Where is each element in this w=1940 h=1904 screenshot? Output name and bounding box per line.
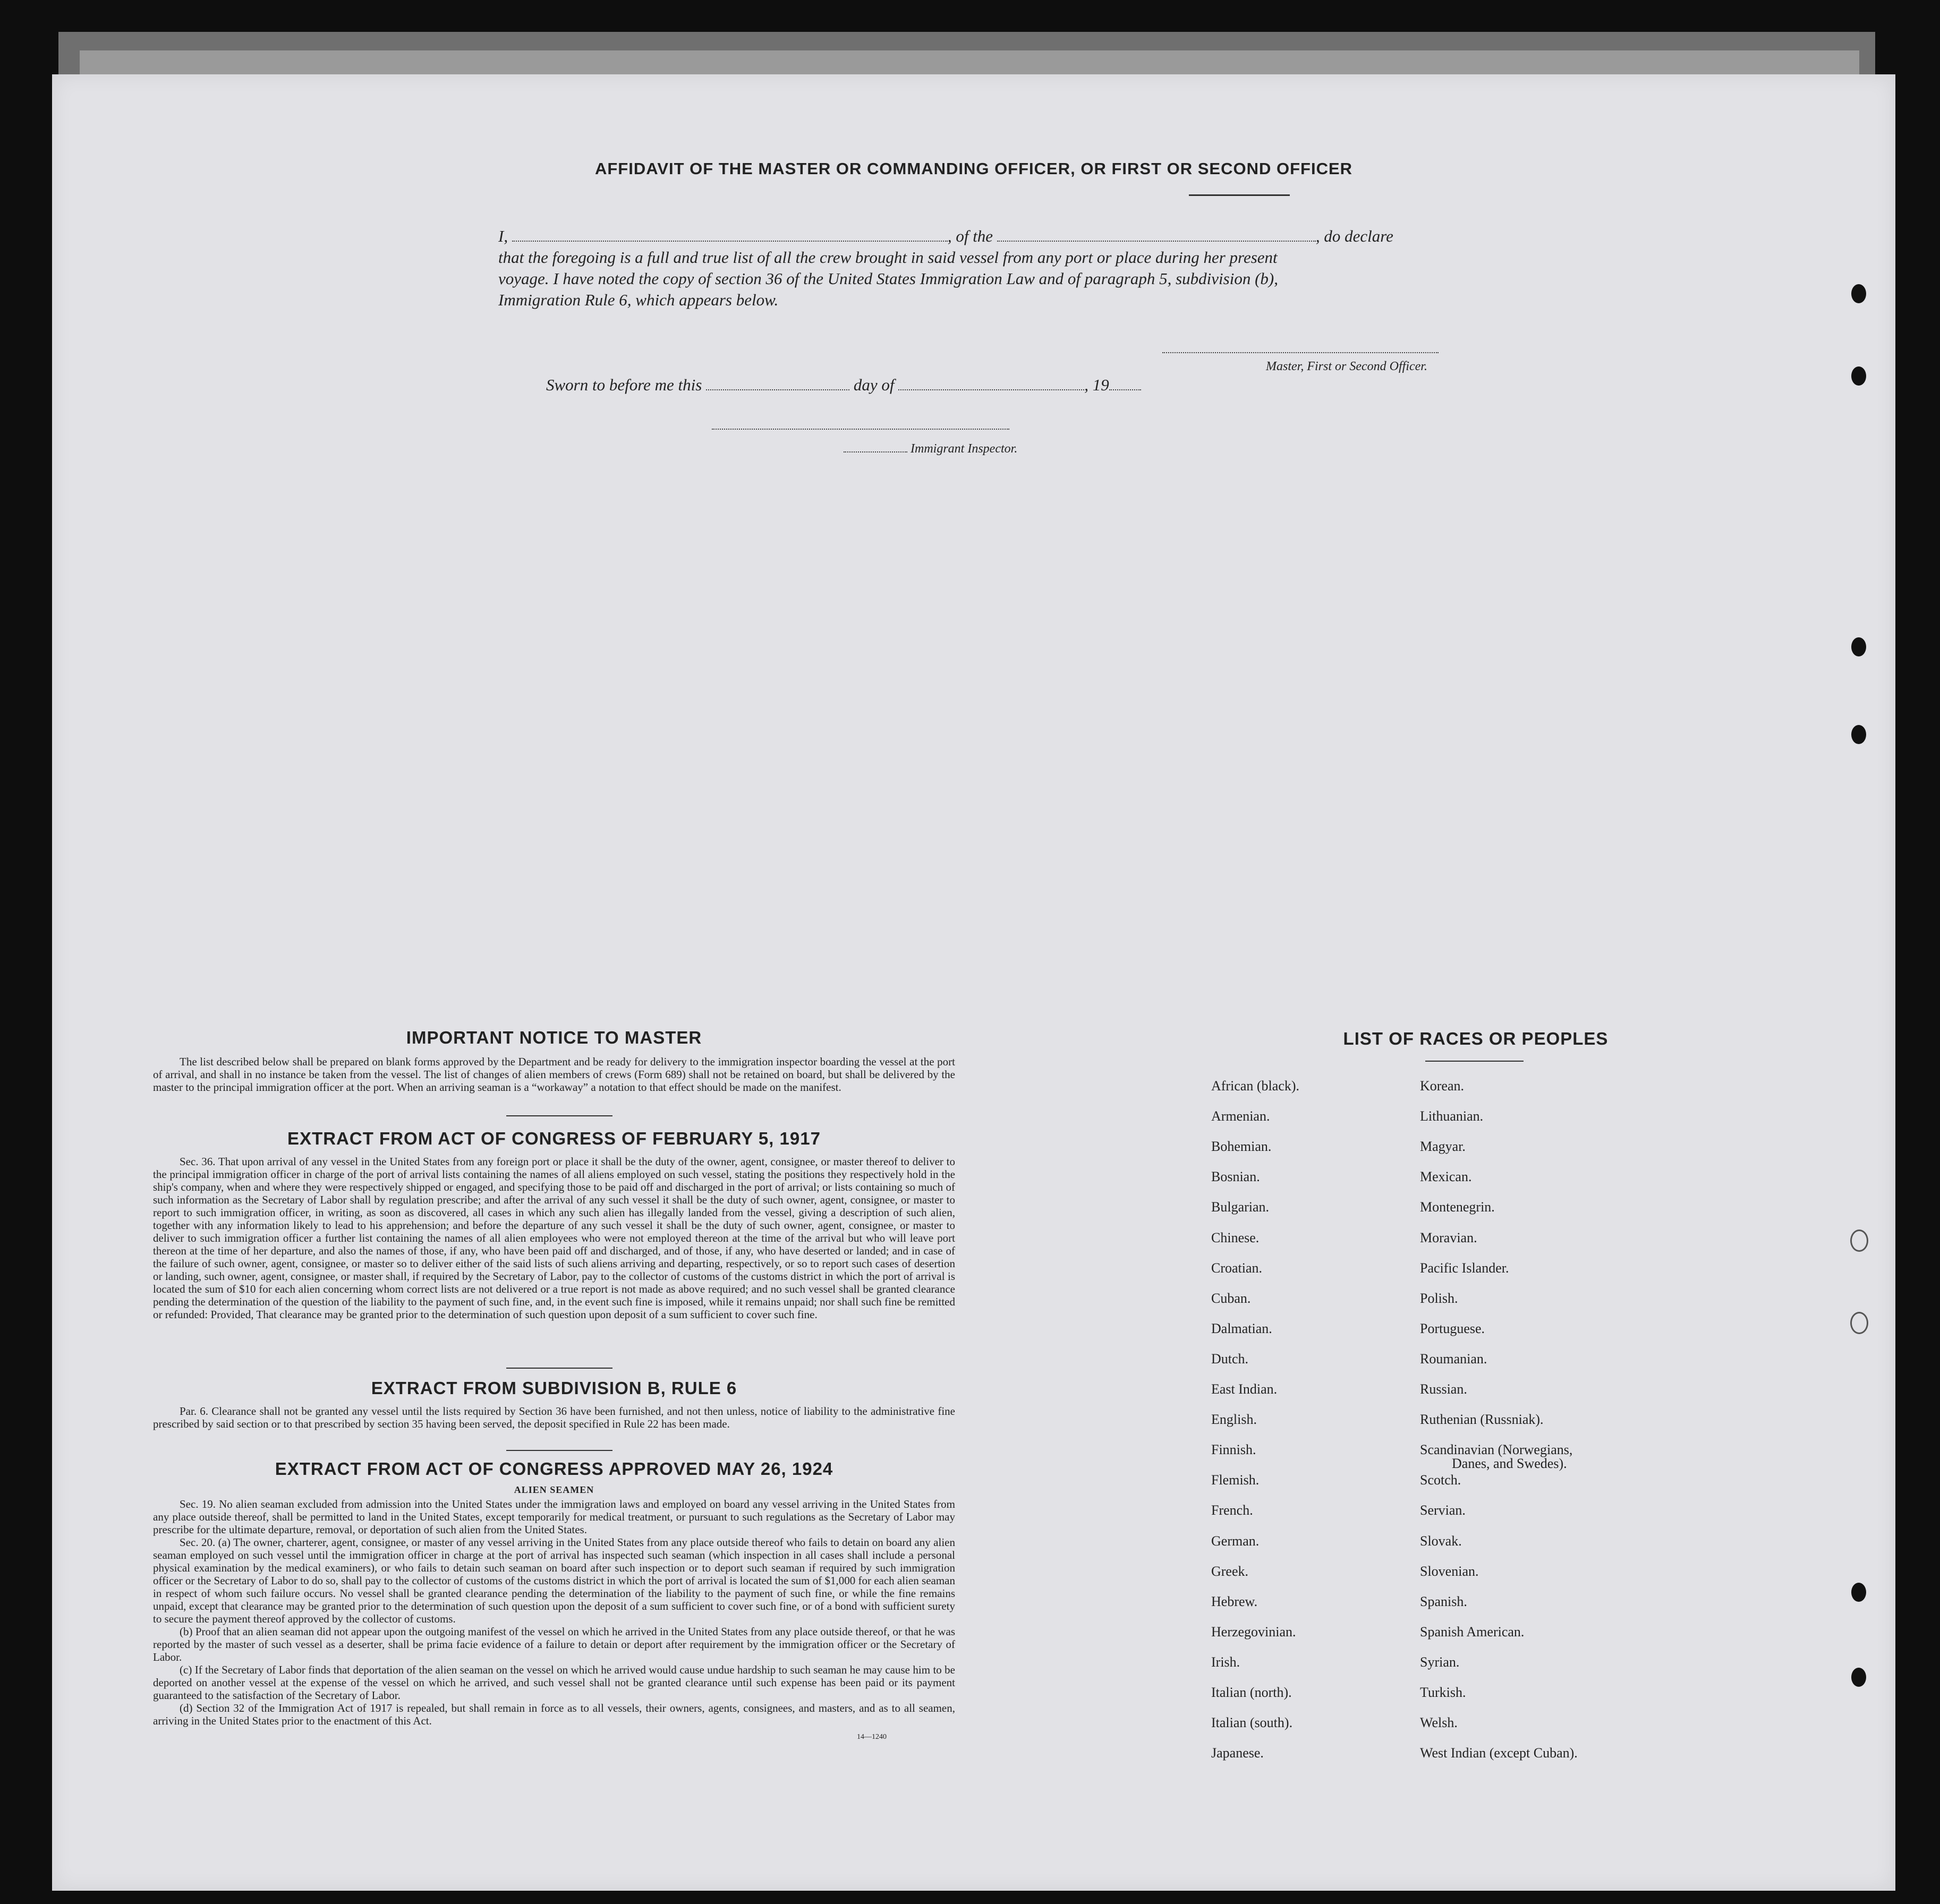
race-item: Slovak. <box>1420 1533 1462 1549</box>
manifest-page <box>52 74 1895 1891</box>
inspector-label <box>844 438 1017 459</box>
race-item: Greek. <box>1211 1563 1249 1579</box>
race-item: Bosnian. <box>1211 1169 1260 1185</box>
notice-paragraph: The list described below shall be prepared on blank forms approved by the Department and be ready for delivery to the immigration inspector boarding the vessel at the port of arrival, and shall in no instance be taken from the vessel. The list of changes of alien members of crews (Form 689) shall not be retained on board, but shall be delivered by the master to the principal immigration officer at the port. When an arriving seaman is a “workaway” a notation to that effect should be made on the manifest. <box>153 1055 955 1094</box>
affidavit-line-4: Immigration Rule 6, which appears below. <box>498 291 779 309</box>
affidavit-declare: , do declare <box>1315 227 1393 245</box>
master-signature-blank[interactable] <box>1162 352 1439 353</box>
race-item: Welsh. <box>1420 1715 1458 1731</box>
race-item: Korean. <box>1420 1078 1465 1094</box>
affidavit-line-3: voyage. I have noted the copy of section 36 of the United States Immigration Law and of paragraph 5, subdivision (b), <box>498 269 1278 288</box>
sec-19-paragraph: Sec. 19. No alien seaman excluded from admission into the United States under the immigration laws and employed on board any vessel arriving in the United States from any place outside thereof, shall be permitted to land in the United States, except temporarily for medical treatment, or pursuant to such regulations as the Secretary of Labor may prescribe for the ultimate departure, removal, or deportation of such alien from the United States. <box>153 1498 955 1536</box>
affidavit-title: AFFIDAVIT OF THE MASTER OR COMMANDING OFFICER, OR FIRST OR SECOND OFFICER <box>594 159 1353 178</box>
binder-hole <box>1850 1312 1868 1334</box>
binder-hole <box>1851 725 1866 744</box>
race-item: Polish. <box>1420 1290 1458 1306</box>
race-item: French. <box>1211 1502 1253 1518</box>
race-item-continuation: Danes, and Swedes). <box>1452 1456 1567 1472</box>
binder-hole <box>1851 366 1866 386</box>
race-item: Herzegovinian. <box>1211 1624 1296 1640</box>
sec-20a-paragraph: Sec. 20. (a) The owner, charterer, agent, consignee, or master of any vessel arriving in the United States from any place outside thereof who fails to detain on board any alien seaman employed on such vessel until the immigration officer in charge at the port of arrival has inspected such seaman (which inspection in all cases shall include a personal physical examination by the medical examiners), or who fails to detain such seaman on board after such inspection or to deport such seaman if required by such immigration officer or the Secretary of Labor to do so, shall pay to the collector of customs of the customs district in which the port of arrival is located the sum of $1,000 for each alien seaman in respect of whom such failure occurs. No vessel shall be granted clearance pending the determination of the liability to the payment of such fine, or while the fine remains unpaid, except that clearance may be granted prior to the determination of such question upon the deposit of a sum sufficient to cover such fine, or of a bond with sufficient surety to secure the payment thereof approved by the collector of customs. <box>153 1536 955 1625</box>
race-item: Scotch. <box>1420 1472 1461 1488</box>
affidavit-i: I, <box>498 227 508 245</box>
rule-6-text <box>153 1405 955 1430</box>
sec-20b-paragraph: (b) Proof that an alien seaman did not appear upon the outgoing manifest of the vessel on which he arrived in the United States from any place outside thereof, or that he was reported by the master of such vessel as a deserter, shall be prima facie evidence of a failure to detain or deport after requirement by the immigration officer or the Secretary of Labor. <box>153 1625 955 1663</box>
race-item: Mexican. <box>1420 1169 1472 1185</box>
notice-title: IMPORTANT NOTICE TO MASTER <box>406 1028 702 1047</box>
race-item: Dalmatian. <box>1211 1320 1272 1336</box>
divider <box>506 1115 612 1116</box>
race-item: Bohemian. <box>1211 1139 1272 1155</box>
race-item: Magyar. <box>1420 1139 1466 1155</box>
race-item: Hebrew. <box>1211 1593 1258 1609</box>
race-item: English. <box>1211 1412 1257 1428</box>
divider <box>506 1450 612 1451</box>
month-blank[interactable] <box>898 374 1084 390</box>
race-item: Pacific Islander. <box>1420 1260 1509 1276</box>
vessel-blank[interactable] <box>997 226 1316 242</box>
affidavit-declaration-line <box>498 226 1561 247</box>
race-item: Portuguese. <box>1420 1320 1485 1336</box>
race-item: Chinese. <box>1211 1230 1260 1245</box>
race-item: West Indian (except Cuban). <box>1420 1745 1578 1761</box>
inspector-prefix-dots <box>844 440 907 452</box>
binder-hole <box>1850 1230 1868 1252</box>
title-underline <box>1189 194 1290 196</box>
race-item: Finnish. <box>1211 1442 1256 1458</box>
race-item: Ruthenian (Russniak). <box>1420 1412 1544 1428</box>
sec-20d-paragraph: (d) Section 32 of the Immigration Act of 1917 is repealed, but shall remain in force as to all vessels, their owners, agents, consignees, and masters, and as to all seamen, arriving in the United States prior to the enactment of this Act. <box>153 1702 955 1727</box>
race-item: Turkish. <box>1420 1685 1466 1700</box>
notice-text <box>153 1055 955 1094</box>
race-item: Moravian. <box>1420 1230 1477 1245</box>
day-blank[interactable] <box>706 374 849 390</box>
master-signature-label: Master, First or Second Officer. <box>1266 360 1427 373</box>
race-item: Cuban. <box>1211 1290 1251 1306</box>
race-item: Spanish American. <box>1420 1624 1525 1640</box>
par-6-paragraph: Par. 6. Clearance shall not be granted any vessel until the lists required by Section 36 have been furnished, and not then unless, notice of liability to the administrative fine prescribed by said section or to that prescribed by section 35 having been served, the deposit specified in Rule 22 has been made. <box>153 1405 955 1430</box>
race-item: Slovenian. <box>1420 1563 1479 1579</box>
race-item: Servian. <box>1420 1502 1466 1518</box>
rule-6-title: EXTRACT FROM SUBDIVISION B, RULE 6 <box>371 1378 737 1398</box>
divider <box>506 1368 612 1369</box>
inspector-label-text: Immigrant Inspector. <box>911 442 1018 456</box>
extract-1917-text <box>153 1155 955 1321</box>
year-blank[interactable] <box>1109 374 1141 390</box>
binder-hole <box>1851 1583 1866 1602</box>
section-36-paragraph: Sec. 36. That upon arrival of any vessel in the United States from any foreign port or place it shall be the duty of the owner, agent, consignee, or master thereof to deliver to the principal immigration officer in charge of the port of arrival lists containing the names of all aliens employed on such vessel, stating the positions they respectively hold in the ship's company, when and where they were respectively shipped or engaged, and specifying those to be paid off and discharged in the port of arrival; or lists containing so much of such information as the Secretary of Labor shall by regulation prescribe; and after the arrival of any such vessel it shall be the duty of such owner, agent, consignee, or master to report to such immigration officer, in writing, as soon as discovered, all cases in which any such alien has illegally landed from the vessel, giving a description of such alien, together with any information likely to lead to his apprehension; and before the departure of any such vessel it shall be the duty of such owner, agent, consignee, or master to deliver to such immigration officer a further list containing the names of all alien employees who were not employed thereon at the time of the arrival but who will leave port thereon at the time of her departure, and also the names of those, if any, who have been paid off and discharged, and of those, if any, who have deserted or landed; and in case of the failure of such owner, agent, consignee, or master so to deliver either of the said lists of such aliens arriving and departing, respectively, or so to report such cases of desertion or landing, such owner, agent, consignee, or master shall, if required by the Secretary of Labor, pay to the collector of customs of the customs district in which the port of arrival is located the sum of $10 for each alien concerning whom correct lists are not delivered or a true report is not made as above required; and no such vessel shall be granted clearance pending the determination of the question of the liability to the payment of such fine, and, in the event such fine is imposed, while it remains unpaid; nor shall such fine be remitted or refunded: Provided, That clearance may be granted prior to the determination of such question upon deposit of a sum sufficient to cover such fine. <box>153 1155 955 1321</box>
sec-20c-paragraph: (c) If the Secretary of Labor finds that deportation of the alien seaman on the vessel on which he arrived would cause undue hardship to such seaman he may cause him to be deported on another vessel at the expense of the vessel on which he arrived, and such vessel shall not be granted clearance until such expense has been paid or its payment guaranteed to the satisfaction of the Secretary of Labor. <box>153 1663 955 1702</box>
race-item: Croatian. <box>1211 1260 1263 1276</box>
race-item: Lithuanian. <box>1420 1108 1484 1124</box>
race-item: Scandinavian (Norwegians, <box>1420 1442 1573 1458</box>
race-item: Japanese. <box>1211 1745 1264 1761</box>
extract-1924-title: EXTRACT FROM ACT OF CONGRESS APPROVED MAY 26, 1924 <box>275 1459 833 1479</box>
race-item: Russian. <box>1420 1381 1467 1397</box>
binder-hole <box>1851 637 1866 656</box>
race-item: Flemish. <box>1211 1472 1260 1488</box>
race-item: Syrian. <box>1420 1654 1460 1670</box>
year-label: , 19 <box>1084 375 1109 394</box>
race-item: Bulgarian. <box>1211 1199 1270 1215</box>
form-number: 14—1240 <box>857 1733 887 1741</box>
affidavit-line-2: that the foregoing is a full and true list of all the crew brought in said vessel from any port or place during her present <box>498 248 1278 267</box>
race-item: Italian (north). <box>1211 1685 1292 1700</box>
binder-hole <box>1851 1668 1866 1687</box>
extract-1917-title: EXTRACT FROM ACT OF CONGRESS OF FEBRUARY 5, 1917 <box>287 1129 821 1148</box>
race-item: Roumanian. <box>1420 1351 1487 1367</box>
affidavit-of-the: , of the <box>947 227 993 245</box>
binder-hole <box>1851 284 1866 303</box>
races-title: LIST OF RACES OR PEOPLES <box>1343 1029 1609 1048</box>
race-item: Irish. <box>1211 1654 1240 1670</box>
sworn-line <box>546 374 1290 396</box>
name-blank[interactable] <box>512 226 948 242</box>
race-item: German. <box>1211 1533 1260 1549</box>
race-item: Armenian. <box>1211 1108 1270 1124</box>
extract-1924-text <box>153 1498 955 1727</box>
race-item: East Indian. <box>1211 1381 1278 1397</box>
day-of-label: day of <box>853 375 895 394</box>
sworn-label: Sworn to before me this <box>546 375 702 394</box>
alien-seamen-subtitle: ALIEN SEAMEN <box>514 1484 594 1495</box>
race-item: Italian (south). <box>1211 1715 1293 1731</box>
race-item: Spanish. <box>1420 1593 1467 1609</box>
race-item: Dutch. <box>1211 1351 1249 1367</box>
divider <box>1425 1061 1524 1062</box>
race-item: Montenegrin. <box>1420 1199 1495 1215</box>
inspector-signature-blank[interactable] <box>712 429 1009 430</box>
race-item: African (black). <box>1211 1078 1300 1094</box>
